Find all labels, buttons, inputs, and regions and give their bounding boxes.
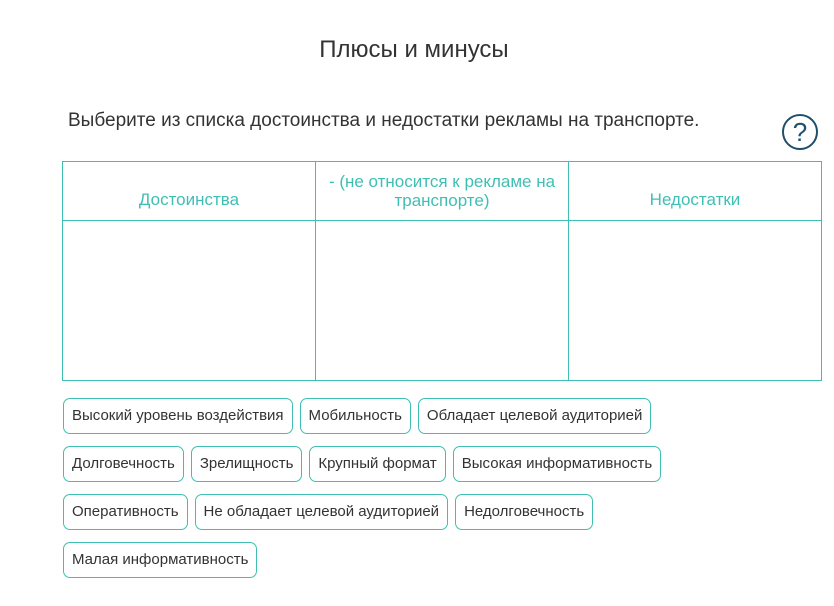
question-mark-icon: ? xyxy=(792,117,808,147)
drop-zone-disadvantages[interactable] xyxy=(569,221,821,380)
option-chip-large-format[interactable]: Крупный формат xyxy=(309,446,445,482)
drop-zone-not-applicable[interactable] xyxy=(316,221,569,380)
option-chip-short-lived[interactable]: Недолговечность xyxy=(455,494,593,530)
options-row xyxy=(63,446,763,482)
options-row xyxy=(63,398,763,434)
page-title: Плюсы и минусы xyxy=(319,36,509,63)
option-chip-high-impact[interactable]: Высокий уровень воздействия xyxy=(63,398,293,434)
option-chip-mobility[interactable]: Мобильность xyxy=(300,398,411,434)
drop-zone-advantages[interactable] xyxy=(63,221,316,380)
option-chip-no-target-audience[interactable]: Не обладает целевой аудиторией xyxy=(195,494,449,530)
option-chip-promptness[interactable]: Оперативность xyxy=(63,494,188,530)
option-chip-high-informativeness[interactable]: Высокая информативность xyxy=(453,446,661,482)
column-header-advantages: Достоинства xyxy=(63,162,316,221)
column-header-not-applicable: - (не относится к рекламе на транспорте) xyxy=(316,162,569,221)
options-row xyxy=(63,542,763,578)
options-row xyxy=(63,494,763,530)
column-header-disadvantages: Недостатки xyxy=(569,162,821,221)
task-instruction: Выберите из списка достоинства и недостатки рекламы на транспорте. xyxy=(68,110,700,131)
classification-table xyxy=(62,161,822,381)
option-chip-durability[interactable]: Долговечность xyxy=(63,446,184,482)
option-chip-spectacularity[interactable]: Зрелищность xyxy=(191,446,303,482)
help-icon[interactable] xyxy=(782,114,818,150)
option-chip-has-target-audience[interactable]: Обладает целевой аудиторией xyxy=(418,398,652,434)
option-chip-low-informativeness[interactable]: Малая информативность xyxy=(63,542,257,578)
options-pool xyxy=(63,398,763,590)
